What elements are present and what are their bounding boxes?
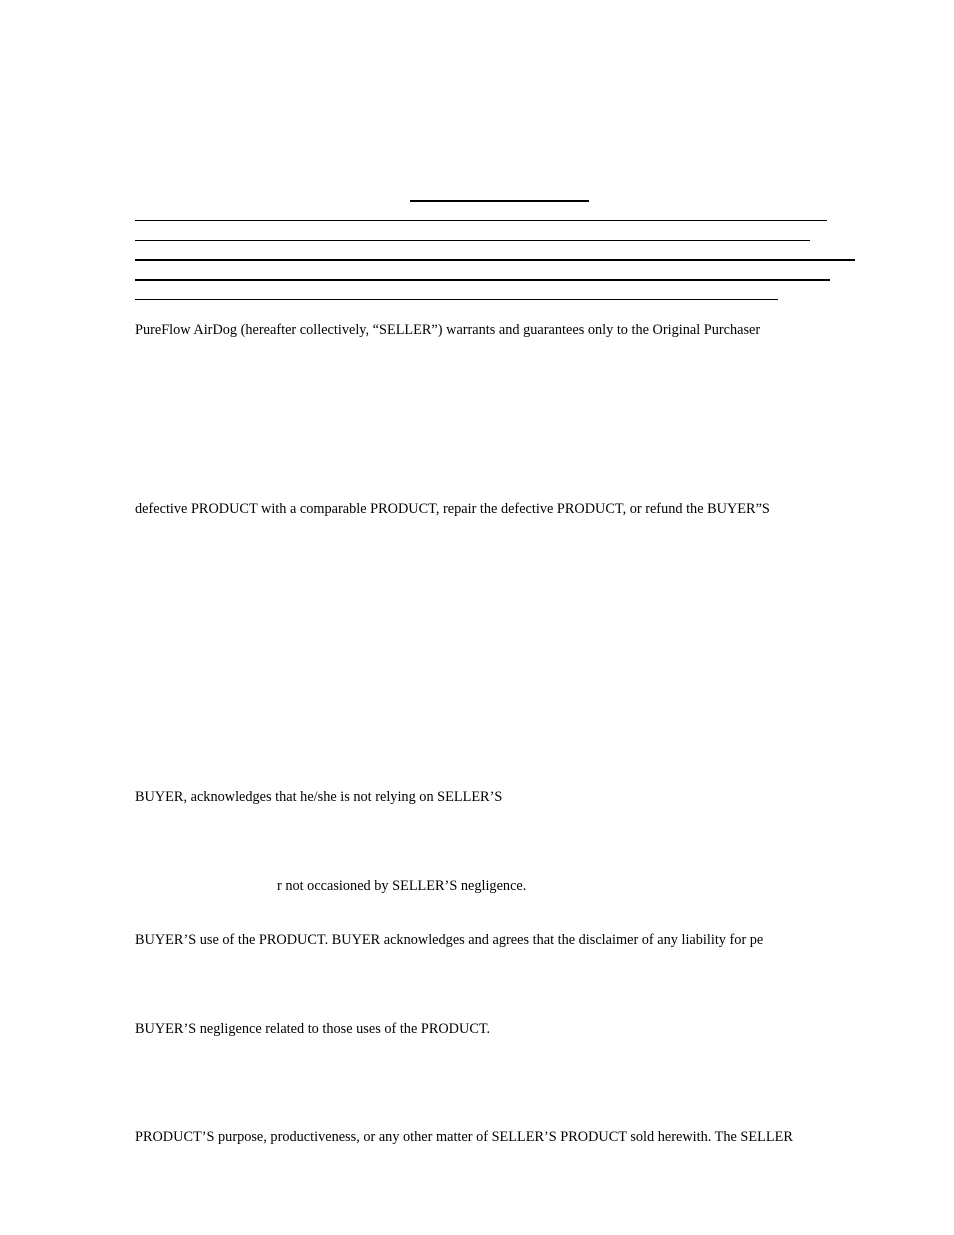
body-line-7: PRODUCT’S purpose, productiveness, or any other matter of SELLER’S PRODUCT sold herewith. The SELLER bbox=[135, 1129, 793, 1145]
heading-rule-1 bbox=[135, 220, 827, 221]
body-line-6: BUYER’S negligence related to those uses of the PRODUCT. bbox=[135, 1021, 491, 1037]
heading-rule-2 bbox=[135, 240, 810, 241]
heading-rule-5 bbox=[135, 299, 778, 300]
body-line-1: PureFlow AirDog (hereafter collectively, “SELLER”) warrants and guarantees only to the Original Purchaser bbox=[135, 322, 761, 338]
title-underline bbox=[410, 200, 589, 202]
body-line-4: r not occasioned by SELLER’S negligence. bbox=[277, 878, 527, 894]
heading-rule-3 bbox=[135, 259, 855, 261]
heading-rule-4 bbox=[135, 279, 830, 281]
body-line-3: BUYER, acknowledges that he/she is not relying on SELLER’S bbox=[135, 789, 503, 805]
body-line-5: BUYER’S use of the PRODUCT. BUYER acknowledges and agrees that the disclaimer of any liability for pe bbox=[135, 932, 764, 948]
body-line-2: defective PRODUCT with a comparable PRODUCT, repair the defective PRODUCT, or refund the BUYER”S bbox=[135, 501, 770, 517]
